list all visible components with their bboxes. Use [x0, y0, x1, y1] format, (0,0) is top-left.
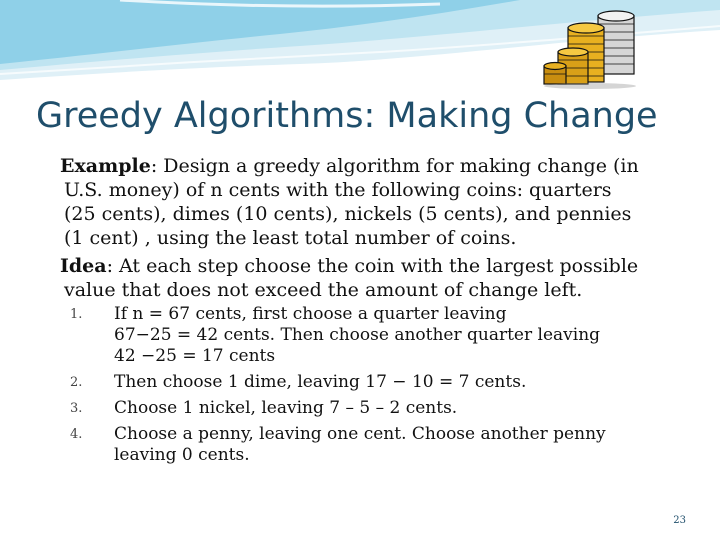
list-item	[70, 424, 690, 466]
step-line: 42 −25 = 17 cents	[114, 346, 276, 366]
idea-line-2: value that does not exceed the amount of change left.	[64, 279, 583, 301]
slide-title: Greedy Algorithms: Making Change	[36, 96, 658, 136]
page-number: 23	[673, 515, 686, 526]
step-line: leaving 0 cents.	[114, 445, 250, 465]
step-line: Then choose 1 dime, leaving 17 − 10 = 7 cents.	[114, 372, 527, 392]
list-item	[70, 372, 690, 393]
example-line-3: (25 cents), dimes (10 cents), nickels (5 cents), and pennies	[64, 203, 632, 225]
example-line-1	[60, 154, 700, 178]
coin-stacks-icon	[540, 6, 640, 90]
step-number: 3.	[70, 401, 83, 416]
step-line: Choose a penny, leaving one cent. Choose another penny	[114, 424, 606, 444]
list-item	[70, 398, 690, 419]
example-line-2: U.S. money) of n cents with the following coins: quarters	[64, 179, 612, 201]
example-label: Example	[60, 155, 151, 177]
step-number: 1.	[70, 307, 83, 322]
step-line: If n = 67 cents, first choose a quarter leaving	[114, 304, 507, 324]
example-line-4: (1 cent) , using the least total number of coins.	[64, 227, 517, 249]
example-paragraph	[60, 154, 700, 250]
step-line: Choose 1 nickel, leaving 7 – 5 – 2 cents.	[114, 398, 458, 418]
coin-stack-small	[544, 63, 566, 85]
example-text-1: : Design a greedy algorithm for making change (in	[150, 155, 639, 177]
list-item	[70, 304, 690, 367]
idea-line-1	[60, 254, 700, 278]
step-number: 2.	[70, 375, 83, 390]
step-number: 4.	[70, 427, 83, 442]
step-line: 67−25 = 42 cents. Then choose another quarter leaving	[114, 325, 601, 345]
idea-paragraph	[60, 254, 700, 302]
steps-list	[70, 304, 690, 471]
idea-text-1: : At each step choose the coin with the largest possible	[106, 255, 639, 277]
idea-label: Idea	[60, 255, 107, 277]
